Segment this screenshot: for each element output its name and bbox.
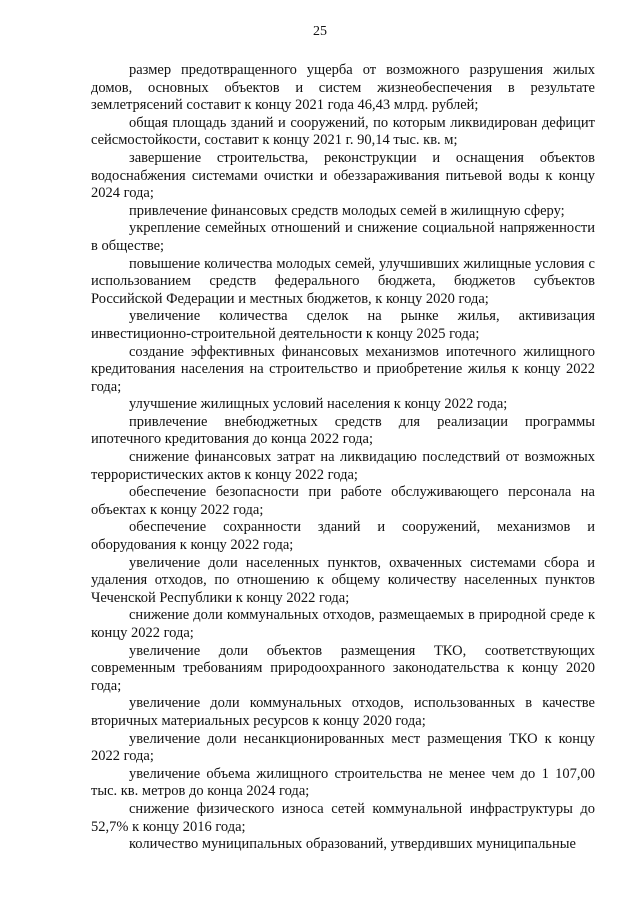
paragraph: увеличение доли объектов размещения ТКО, соответствующих современным требованиям природоохранного законодательства к концу 2020 года; — [91, 642, 595, 694]
paragraph: создание эффективных финансовых механизмов ипотечного жилищного кредитования населения на строительство и приобретение жилья к концу 2022 года; — [91, 343, 595, 395]
paragraph: увеличение объема жилищного строительства не менее чем до 1 107,00 тыс. кв. метров до конца 2024 года; — [91, 765, 595, 800]
paragraph: привлечение внебюджетных средств для реализации программы ипотечного кредитования до конца 2022 года; — [91, 413, 595, 448]
paragraph: увеличение количества сделок на рынке жилья, активизация инвестиционно-строительной деятельности к концу 2025 года; — [91, 308, 595, 342]
paragraph: количество муниципальных образований, утвердивших муниципальные — [129, 836, 576, 853]
paragraph: повышение количества молодых семей, улучшивших жилищные условия с использованием средств федерального бюджета, бюджетов субъектов Российской Федерации и местных бюджетов, к концу 2020 года; — [91, 255, 595, 307]
body-text — [91, 62, 595, 854]
paragraph: укрепление семейных отношений и снижение социальной напряженности в обществе; — [91, 220, 595, 254]
paragraph: увеличение доли населенных пунктов, охваченных системами сбора и удаления отходов, по отношению к общему количеству населенных пунктов Чеченской Республики к концу 2022 года; — [91, 554, 595, 606]
paragraph: обеспечение безопасности при работе обслуживающего персонала на объектах к концу 2022 года; — [91, 484, 595, 518]
page-number: 25 — [313, 24, 327, 39]
paragraph: размер предотвращенного ущерба от возможного разрушения жилых домов, основных объектов и систем жизнеобеспечения в результате землетрясений составит к концу 2021 года 46,43 млрд. рублей; — [91, 62, 595, 114]
paragraph: снижение финансовых затрат на ликвидацию последствий от возможных террористических актов к концу 2022 года; — [91, 449, 595, 483]
paragraph: улучшение жилищных условий населения к концу 2022 года; — [129, 396, 508, 413]
paragraph: общая площадь зданий и сооружений, по которым ликвидирован дефицит сейсмостойкости, составит к концу 2021 г. 90,14 тыс. кв. м; — [91, 114, 595, 149]
paragraph: обеспечение сохранности зданий и сооружений, механизмов и оборудования к концу 2022 года; — [91, 519, 595, 554]
paragraph: привлечение финансовых средств молодых семей в жилищную сферу; — [129, 202, 565, 219]
paragraph: снижение физического износа сетей коммунальной инфраструктуры до 52,7% к концу 2016 года; — [91, 800, 595, 835]
paragraph: увеличение доли несанкционированных мест размещения ТКО к концу 2022 года; — [91, 730, 595, 765]
paragraph: снижение доли коммунальных отходов, размещаемых в природной среде к концу 2022 года; — [91, 607, 595, 641]
paragraph: завершение строительства, реконструкции и оснащения объектов водоснабжения системами очистки и обеззараживания питьевой воды к концу 2024 года; — [91, 149, 595, 202]
paragraph: увеличение доли коммунальных отходов, использованных в качестве вторичных материальных ресурсов к концу 2020 года; — [91, 695, 595, 729]
